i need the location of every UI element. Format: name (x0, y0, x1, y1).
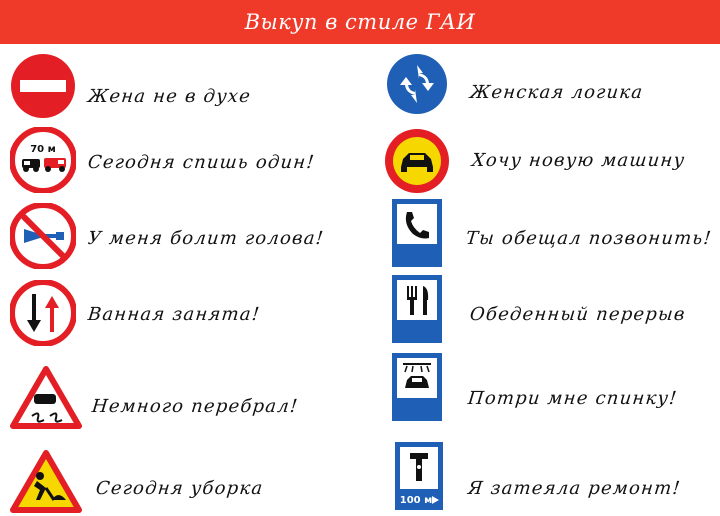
no-entry-sign-icon (10, 53, 76, 119)
left-caption-4: Ванная занята! (86, 304, 262, 325)
right-caption-4: Обеденный перерыв (468, 304, 687, 325)
no-overtaking-trucks-sign-icon (10, 127, 76, 193)
no-horn-sign-icon (10, 203, 76, 269)
left-caption-6: Сегодня уборка (94, 478, 265, 499)
left-caption-1: Жена не в духе (86, 86, 253, 107)
left-caption-2: Сегодня спишь один! (86, 152, 316, 173)
right-caption-6: Я затеяла ремонт! (466, 478, 682, 499)
car-warning-sign-icon (383, 127, 451, 195)
repair-service-sign-icon (394, 441, 444, 511)
left-caption-5: Немного перебрал! (90, 396, 300, 417)
slippery-road-sign-icon (10, 366, 82, 430)
restaurant-sign-icon (391, 274, 443, 344)
right-caption-5: Потри мне спинку! (466, 388, 679, 409)
page-title: Выкуп в стиле ГАИ (244, 10, 476, 34)
roundabout-sign-icon (386, 53, 448, 115)
car-wash-sign-icon (391, 352, 443, 422)
road-works-sign-icon (10, 450, 82, 514)
telephone-sign-icon (391, 198, 443, 268)
header-banner (0, 0, 720, 44)
sign-distance-text: 70 м (30, 144, 56, 155)
right-caption-3: Ты обещал позвонить! (464, 228, 714, 249)
left-caption-3: У меня болит голова! (86, 228, 326, 249)
sign-distance-text: 100 м (399, 495, 433, 506)
right-caption-1: Женская логика (468, 82, 645, 103)
right-caption-2: Хочу новую машину (470, 150, 687, 171)
oncoming-priority-sign-icon (10, 280, 76, 346)
